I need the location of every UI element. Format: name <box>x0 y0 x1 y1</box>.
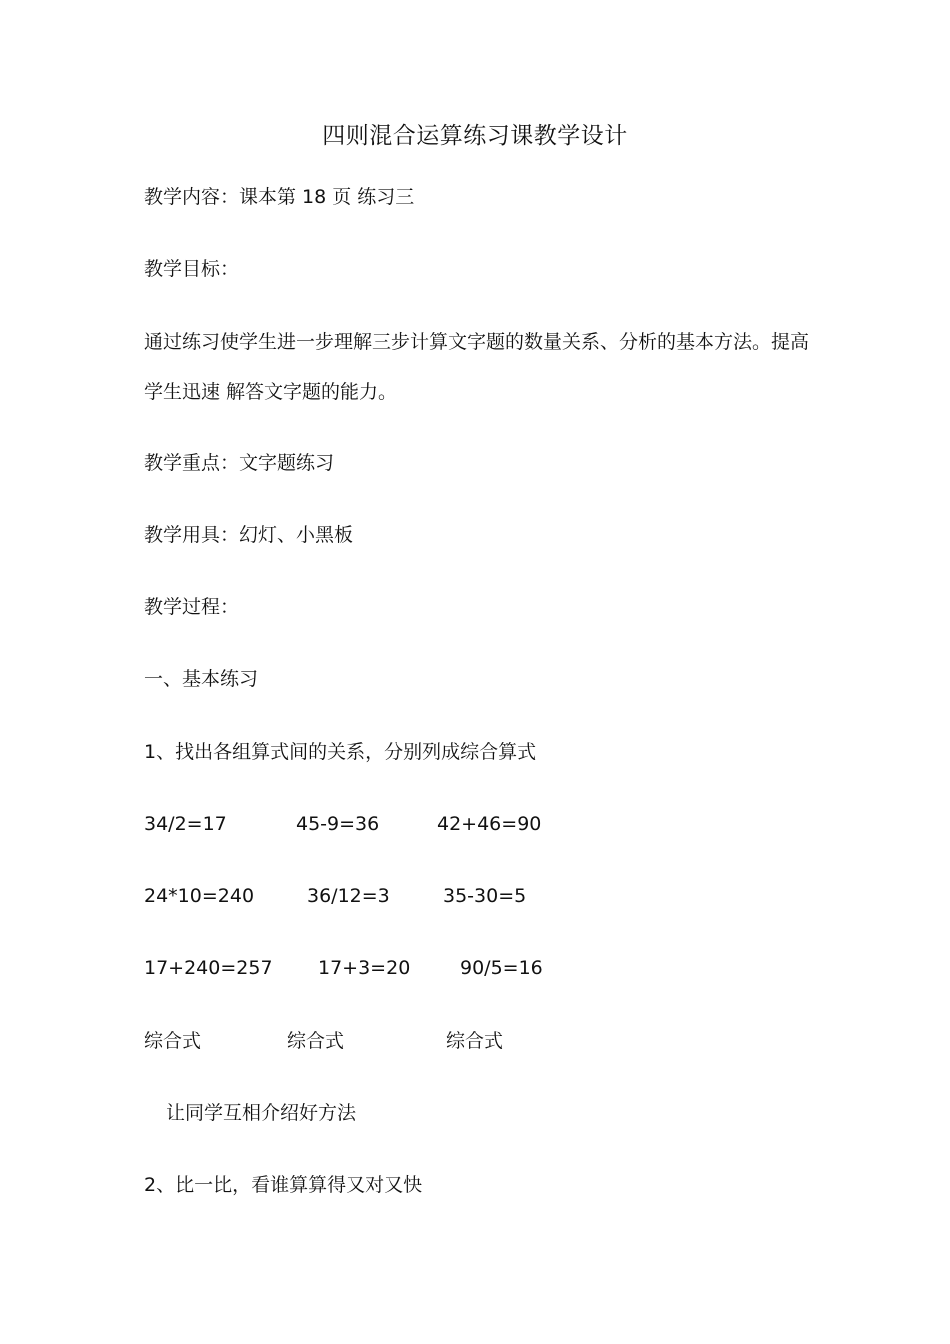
equation-cell: 17+3=20 <box>318 957 411 979</box>
equation-cell: 45-9=36 <box>296 813 380 835</box>
teaching-goal-label: 教学目标： <box>144 258 240 280</box>
equation-cell: 24*10=240 <box>144 885 255 907</box>
equation-cell: 42+46=90 <box>437 813 542 835</box>
equation-cell: 34/2=17 <box>144 813 227 835</box>
equation-cell: 36/12=3 <box>307 885 390 907</box>
teaching-process-label: 教学过程： <box>144 596 240 618</box>
exercise-item-2: 2、比一比，看谁算算得又对又快 <box>144 1174 423 1196</box>
combined-label: 综合式 <box>144 1030 202 1052</box>
combined-label: 综合式 <box>287 1030 345 1052</box>
teaching-key-point: 教学重点：文字题练习 <box>144 452 335 474</box>
teaching-content: 教学内容：课本第 18 页 练习三 <box>144 186 415 208</box>
teaching-tools: 教学用具：幻灯、小黑板 <box>144 524 354 546</box>
document-title: 四则混合运算练习课教学设计 <box>322 123 628 149</box>
equation-cell: 90/5=16 <box>460 957 543 979</box>
teaching-goal-text: 通过练习使学生进一步理解三步计算文字题的数量关系、分析的基本方法。提高学生迅速 解答文字题的能力。 <box>144 331 810 403</box>
teaching-note: 让同学互相介绍好方法 <box>166 1102 357 1124</box>
exercise-item-1: 1、找出各组算式间的关系，分别列成综合算式 <box>144 741 537 763</box>
equation-cell: 35-30=5 <box>443 885 527 907</box>
equation-cell: 17+240=257 <box>144 957 273 979</box>
combined-label: 综合式 <box>446 1030 504 1052</box>
section-basic-practice: 一、基本练习 <box>144 668 259 690</box>
